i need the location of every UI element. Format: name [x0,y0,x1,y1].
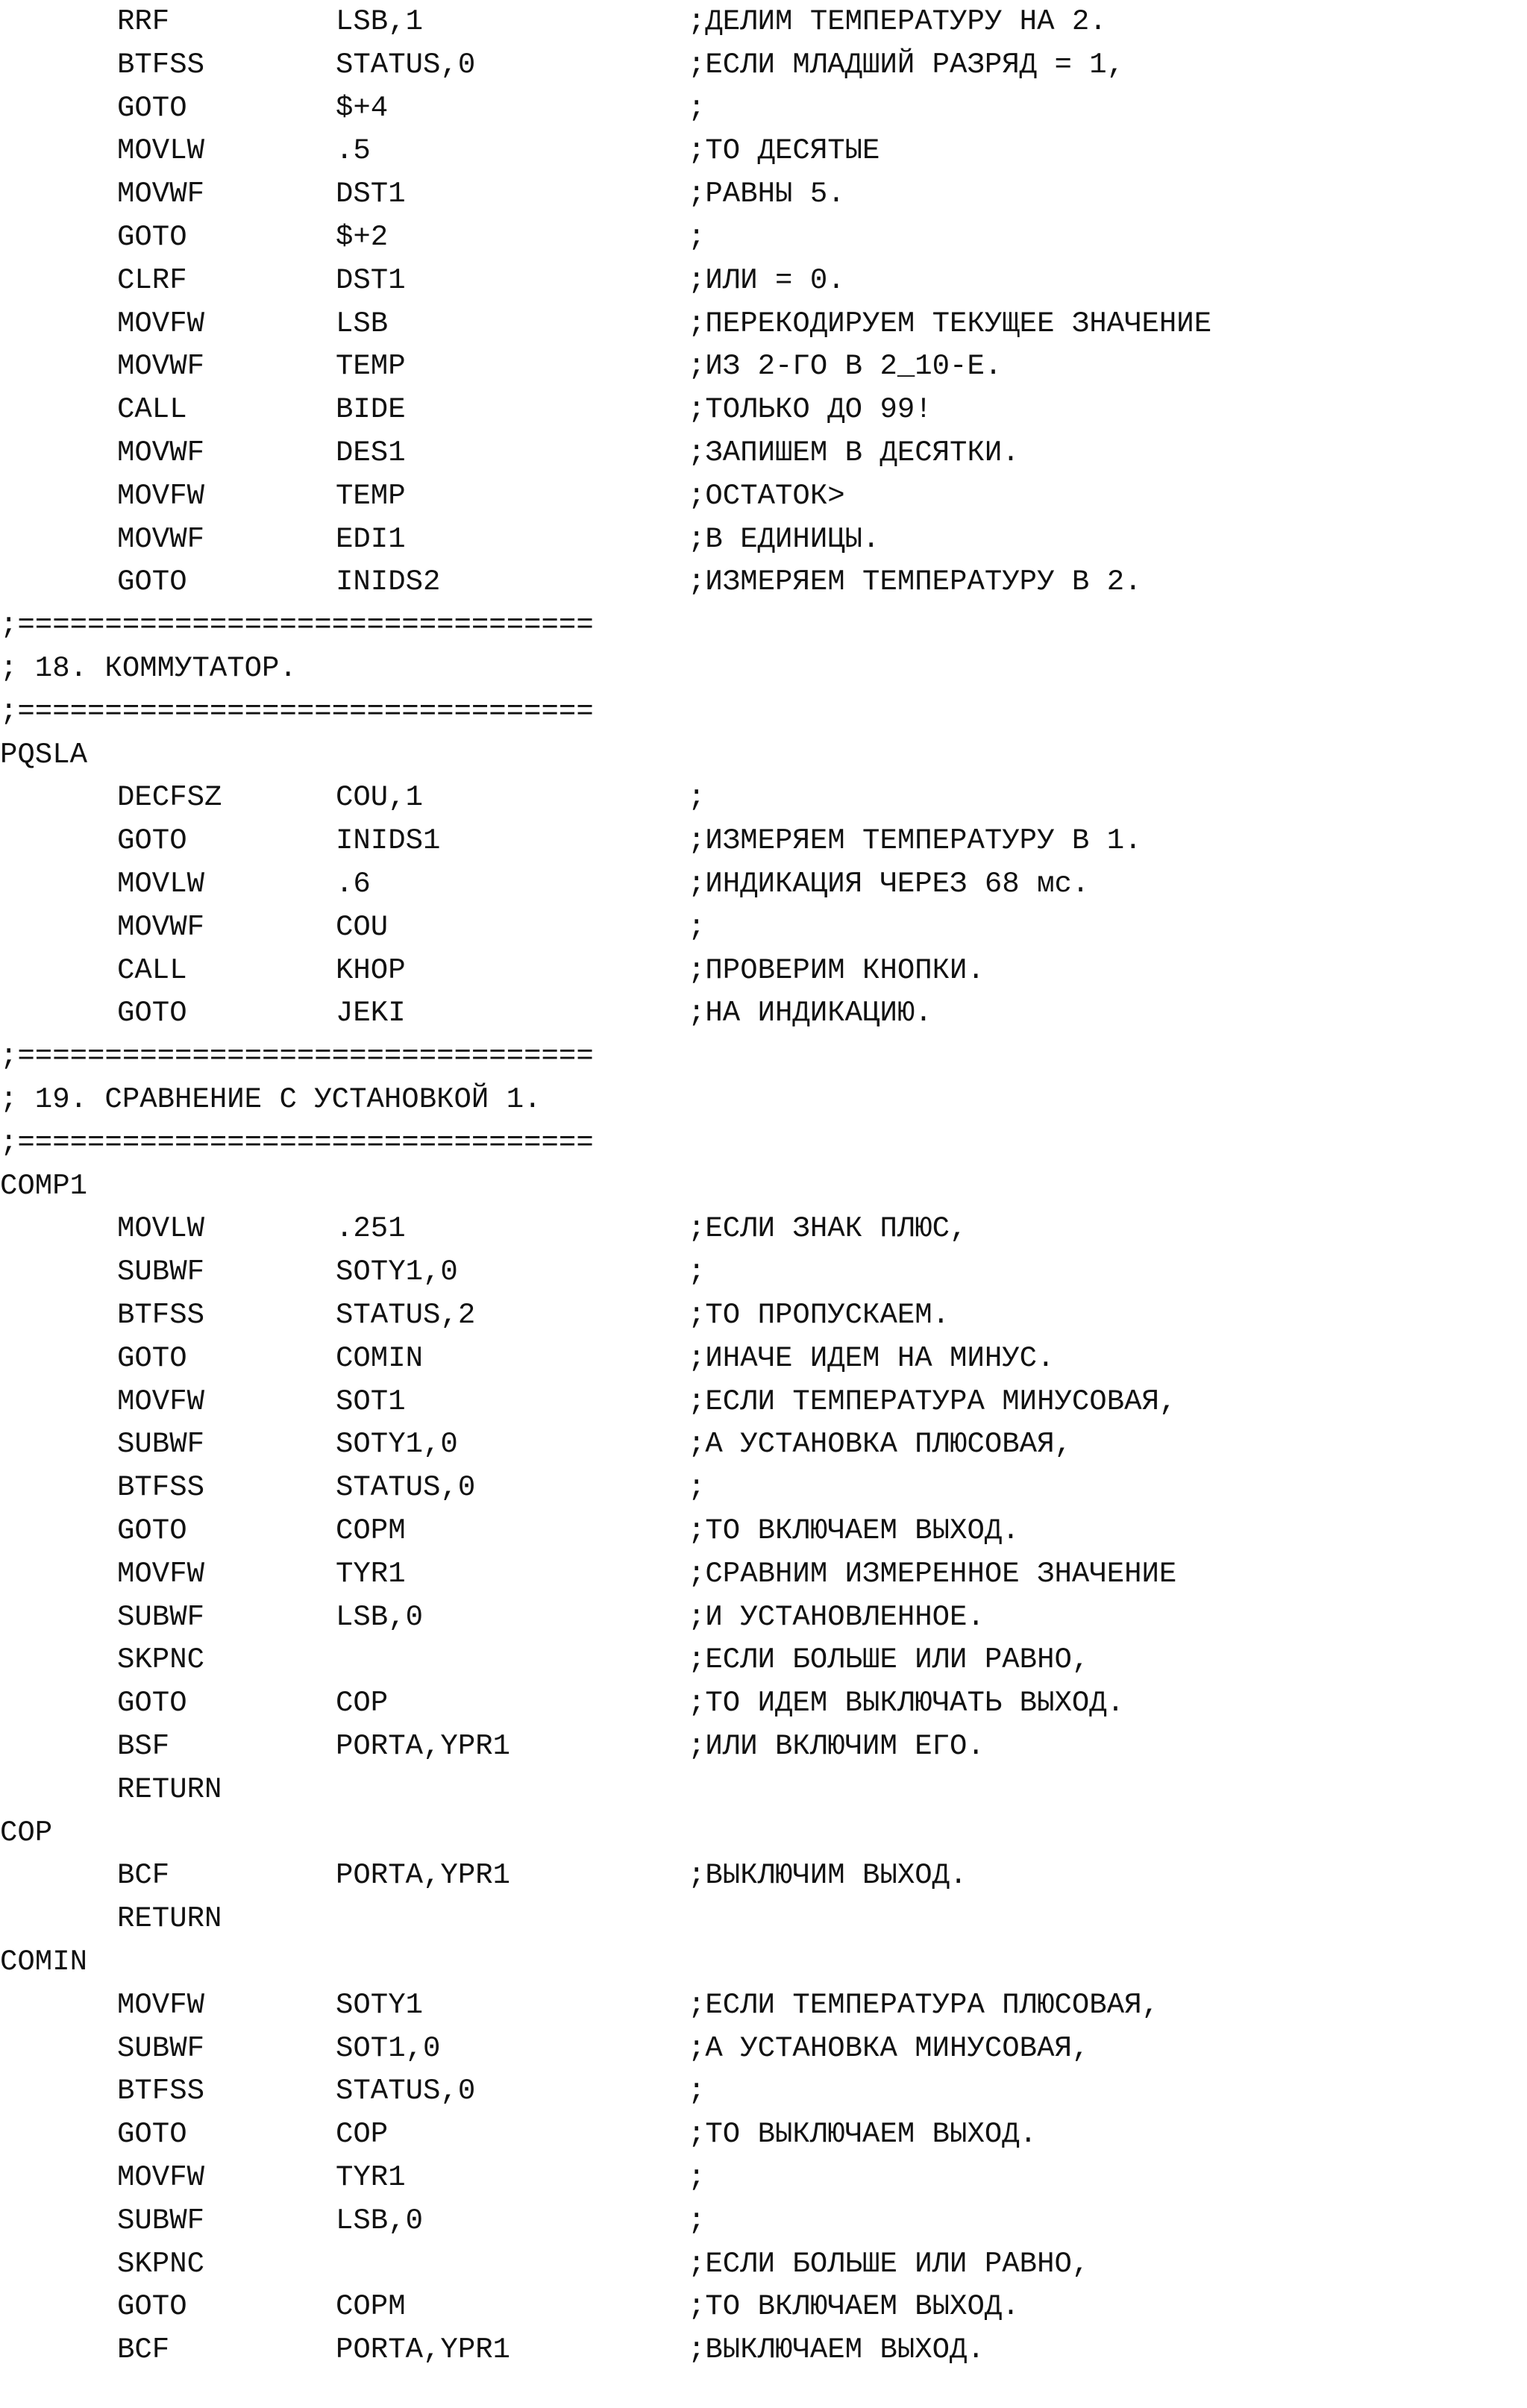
comment: ; [688,1471,706,1505]
code-line [0,1854,1527,1897]
operand: COPM [336,2290,406,2324]
operand: STATUS,0 [336,48,476,81]
code-line [0,1768,1527,1811]
section-heading [0,1078,1527,1121]
code-line [0,1509,1527,1552]
opcode: MOVWF [117,350,205,383]
section-heading-text: ; 18. КОММУТАТОР. [0,652,297,685]
opcode: BSF [117,1730,170,1763]
operand: COU,1 [336,781,424,815]
opcode: MOVLW [117,134,205,168]
comment: ;ОСТАТОК> [688,479,845,512]
comment: ; [688,2075,706,2108]
operand: $+4 [336,91,389,125]
operand: PORTA,YPR1 [336,2333,511,2367]
comment: ;ЕСЛИ ЗНАК ПЛЮС, [688,1212,968,1246]
comment: ;РАВНЫ 5. [688,178,845,211]
code-line [0,2199,1527,2242]
comment: ;И УСТАНОВЛЕННОЕ. [688,1600,985,1634]
comment: ;ЗАПИШЕМ В ДЕСЯТКИ. [688,436,1020,469]
code-line [0,2242,1527,2286]
code-line [0,1984,1527,2027]
comment: ; [688,221,706,254]
operand: SOT1,0 [336,2031,441,2065]
code-line [0,345,1527,388]
opcode: MOVFW [117,2161,205,2194]
operand: DES1 [336,436,406,469]
operand: .5 [336,134,371,168]
opcode: GOTO [117,91,187,125]
comment: ;В ЕДИНИЦЫ. [688,522,880,556]
comment: ; [688,781,706,815]
operand: TYR1 [336,2161,406,2194]
comment: ;ВЫКЛЮЧИМ ВЫХОД. [688,1859,968,1893]
comment: ;ТО ВКЛЮЧАЕМ ВЫХОД. [688,1514,1020,1547]
operand: STATUS,0 [336,1471,476,1505]
code-line [0,302,1527,345]
opcode: SKPNC [117,2247,205,2280]
comment: ;ИЗМЕРЯЕМ ТЕМПЕРАТУРУ В 2. [688,565,1142,599]
code-line [0,431,1527,474]
code-line [0,1725,1527,1768]
code-line [0,1294,1527,1337]
opcode: MOVFW [117,479,205,512]
comment: ; [688,1255,706,1289]
code-line [0,87,1527,130]
opcode: MOVLW [117,868,205,900]
code-label: PQSLA [0,738,88,771]
opcode: MOVWF [117,522,205,556]
code-line [0,43,1527,87]
opcode: MOVWF [117,910,205,944]
operand: .6 [336,868,371,900]
opcode: MOVWF [117,178,205,211]
code-line [0,991,1527,1035]
code-line [0,518,1527,561]
opcode: DECFSZ [117,781,222,815]
code-line [0,216,1527,259]
operand: STATUS,0 [336,2075,476,2108]
comment: ;ИЗ 2-ГО В 2_10-Е. [688,350,1003,383]
comment: ;ПРОВЕРИМ КНОПКИ. [688,953,985,987]
comment: ;ВЫКЛЮЧАЕМ ВЫХОД. [688,2333,985,2367]
comment: ; [688,91,706,125]
operand: LSB,0 [336,1600,424,1634]
comment: ;ТО ДЕСЯТЫЕ [688,134,880,168]
code-line [0,2285,1527,2328]
opcode: GOTO [117,1687,187,1720]
code-line [0,388,1527,431]
code-line [0,1596,1527,1639]
label-line [0,1811,1527,1854]
operand: LSB,0 [336,2204,424,2237]
separator-line [0,1035,1527,1078]
comment: ;ДЕЛИМ ТЕМПЕРАТУРУ НА 2. [688,5,1107,38]
opcode: CALL [117,953,187,987]
code-line [0,1897,1527,1940]
opcode: GOTO [117,824,187,858]
opcode: BTFSS [117,48,205,81]
code-label: COP [0,1816,53,1849]
comment: ;ТО ВЫКЛЮЧАЕМ ВЫХОД. [688,2118,1038,2151]
operand: LSB [336,307,389,340]
operand: TEMP [336,479,406,512]
label-line [0,1940,1527,1984]
comment: ; [688,2204,706,2237]
code-line [0,1250,1527,1294]
opcode: BTFSS [117,1299,205,1332]
separator-line [0,690,1527,733]
comment: ;СРАВНИМ ИЗМЕРЕННОЕ ЗНАЧЕНИЕ [688,1557,1177,1590]
code-line [0,1638,1527,1681]
code-line [0,259,1527,302]
code-line [0,129,1527,172]
operand: BIDE [336,393,406,427]
operand: .251 [336,1212,406,1246]
separator-text: ;================================= [0,1040,594,1073]
code-line [0,906,1527,949]
code-line [0,2027,1527,2070]
comment: ; [688,2161,706,2194]
code-line [0,1380,1527,1423]
operand: STATUS,2 [336,1299,476,1332]
comment: ;ЕСЛИ БОЛЬШЕ ИЛИ РАВНО, [688,1643,1090,1677]
opcode: MOVWF [117,436,205,469]
separator-line [0,1121,1527,1164]
opcode: SUBWF [117,1600,205,1634]
code-line [0,2069,1527,2113]
opcode: GOTO [117,1341,187,1375]
operand: INIDS2 [336,565,441,599]
operand: INIDS1 [336,824,441,858]
operand: COPM [336,1514,406,1547]
code-line [0,172,1527,216]
code-line [0,560,1527,603]
operand: COMIN [336,1341,424,1375]
operand: COP [336,1687,389,1720]
code-line [0,1681,1527,1725]
operand: DST1 [336,263,406,297]
opcode: RETURN [117,1902,222,1936]
comment: ;ИНДИКАЦИЯ ЧЕРЕЗ 68 мс. [688,868,1090,900]
operand: TEMP [336,350,406,383]
opcode: GOTO [117,2290,187,2324]
opcode: BTFSS [117,2075,205,2108]
opcode: MOVLW [117,1212,205,1246]
code-line [0,776,1527,819]
comment: ;ТО ПРОПУСКАЕМ. [688,1299,950,1332]
opcode: BCF [117,2333,170,2367]
opcode: SUBWF [117,2204,205,2237]
code-line [0,1337,1527,1380]
opcode: BCF [117,1859,170,1893]
code-label: COMIN [0,1945,88,1978]
operand: LSB,1 [336,5,424,38]
comment: ;ИЛИ ВКЛЮЧИМ ЕГО. [688,1730,985,1763]
opcode: GOTO [117,565,187,599]
opcode: MOVFW [117,1557,205,1590]
code-line [0,1552,1527,1596]
section-heading [0,647,1527,690]
comment: ; [688,910,706,944]
section-heading-text: ; 19. СРАВНЕНИЕ С УСТАНОВКОЙ 1. [0,1083,542,1116]
code-line [0,2113,1527,2156]
opcode: MOVFW [117,1988,205,2022]
operand: EDI1 [336,522,406,556]
code-label: COMP1 [0,1169,88,1203]
opcode: SUBWF [117,1428,205,1461]
code-line [0,2328,1527,2371]
operand: SOTY1,0 [336,1428,458,1461]
operand: KHOP [336,953,406,987]
opcode: CALL [117,393,187,427]
comment: ;ЕСЛИ МЛАДШИЙ РАЗРЯД = 1, [688,48,1125,81]
opcode: SUBWF [117,1255,205,1289]
code-line [0,1423,1527,1466]
label-line [0,733,1527,777]
comment: ;ТОЛЬКО ДО 99! [688,393,932,427]
opcode: CLRF [117,263,187,297]
opcode: RRF [117,5,170,38]
operand: COU [336,910,389,944]
code-line [0,862,1527,906]
separator-text: ;================================= [0,609,594,642]
opcode: SKPNC [117,1643,205,1677]
label-line [0,1164,1527,1208]
operand: $+2 [336,221,389,254]
comment: ;А УСТАНОВКА МИНУСОВАЯ, [688,2031,1090,2065]
comment: ;ТО ИДЕМ ВЫКЛЮЧАТЬ ВЫХОД. [688,1687,1125,1720]
comment: ;ИНАЧЕ ИДЕМ НА МИНУС. [688,1341,1055,1375]
operand: SOTY1,0 [336,1255,458,1289]
separator-line [0,603,1527,647]
comment: ;ТО ВКЛЮЧАЕМ ВЫХОД. [688,2290,1020,2324]
operand: SOTY1 [336,1988,424,2022]
operand: TYR1 [336,1557,406,1590]
opcode: GOTO [117,221,187,254]
comment: ;ЕСЛИ БОЛЬШЕ ИЛИ РАВНО, [688,2247,1090,2280]
comment: ;ИЗМЕРЯЕМ ТЕМПЕРАТУРУ В 1. [688,824,1142,858]
code-line [0,2156,1527,2199]
opcode: GOTO [117,1514,187,1547]
comment: ;ПЕРЕКОДИРУЕМ ТЕКУЩЕЕ ЗНАЧЕНИЕ [688,307,1212,340]
opcode: GOTO [117,2118,187,2151]
code-line [0,1207,1527,1250]
code-line [0,949,1527,992]
opcode: SUBWF [117,2031,205,2065]
opcode: GOTO [117,997,187,1030]
opcode: MOVFW [117,1385,205,1418]
operand: COP [336,2118,389,2151]
code-line [0,1466,1527,1509]
code-line [0,0,1527,43]
opcode: RETURN [117,1772,222,1806]
code-line [0,474,1527,518]
operand: PORTA,YPR1 [336,1730,511,1763]
opcode: BTFSS [117,1471,205,1505]
operand: PORTA,YPR1 [336,1859,511,1893]
separator-text: ;================================= [0,695,594,728]
comment: ;ЕСЛИ ТЕМПЕРАТУРА ПЛЮСОВАЯ, [688,1988,1159,2022]
opcode: MOVFW [117,307,205,340]
comment: ;НА ИНДИКАЦИЮ. [688,997,932,1030]
code-line [0,819,1527,862]
comment: ;ИЛИ = 0. [688,263,845,297]
comment: ;ЕСЛИ ТЕМПЕРАТУРА МИНУСОВАЯ, [688,1385,1177,1418]
separator-text: ;================================= [0,1126,594,1159]
operand: DST1 [336,178,406,211]
comment: ;А УСТАНОВКА ПЛЮСОВАЯ, [688,1428,1072,1461]
operand: SOT1 [336,1385,406,1418]
operand: JEKI [336,997,406,1030]
